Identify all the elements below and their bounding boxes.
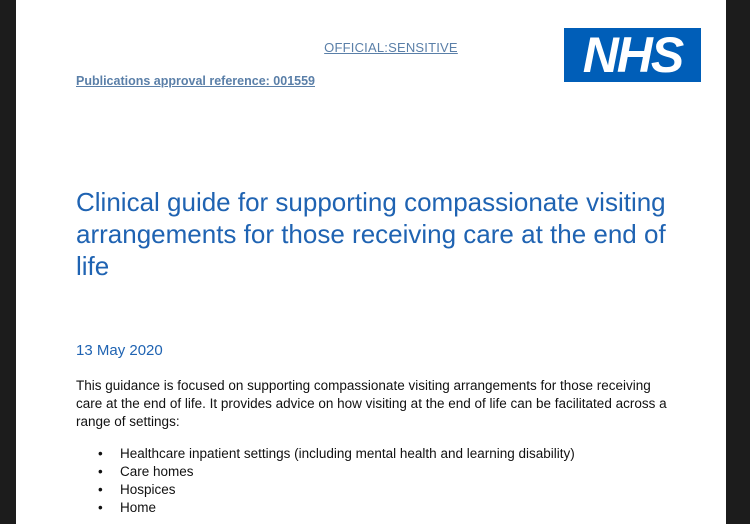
intro-paragraph: This guidance is focused on supporting compassionate visiting arrangements for those receiving care at the end of life. It provides advice on how visiting at the end of life can be facilitated across a range of settings: <box>76 378 667 429</box>
document-page <box>16 0 726 524</box>
list-item-text: Healthcare inpatient settings (including mental health and learning disability) <box>120 446 575 461</box>
list-item-text: Home <box>120 500 157 515</box>
bullet-icon: • <box>98 446 103 461</box>
list-item <box>76 481 575 499</box>
publication-date: 13 May 2020 <box>76 342 163 359</box>
settings-list <box>76 445 575 517</box>
bullet-icon: • <box>98 482 103 497</box>
nhs-logo: NHS <box>564 28 701 82</box>
list-item <box>76 445 575 463</box>
list-item-text: Hospices <box>120 482 176 497</box>
classification-label[interactable]: OFFICIAL:SENSITIVE <box>324 40 458 55</box>
bullet-icon: • <box>98 464 103 479</box>
list-item <box>76 463 575 481</box>
bullet-icon: • <box>98 500 103 515</box>
list-item-text: Care homes <box>120 464 194 479</box>
list-item <box>76 499 575 517</box>
approval-reference[interactable]: Publications approval reference: 001559 <box>76 74 315 88</box>
document-title: Clinical guide for supporting compassionate visiting arrangements for those receiving care at the end of life <box>76 187 666 281</box>
